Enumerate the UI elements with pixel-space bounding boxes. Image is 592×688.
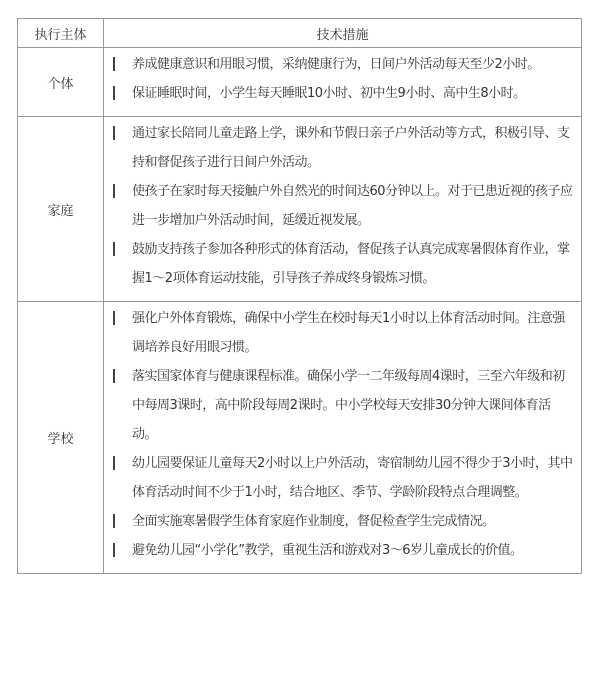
measure-text: 通过家长陪同儿童走路上学，课外和节假日亲子户外活动等方式，积极引导、支持和督促孩子进行日间户外活动。 [132,126,570,170]
measure-list [110,50,573,108]
bullet-bar-icon [113,126,115,140]
subject-cell: 学校 [18,302,104,574]
header-subject: 执行主体 [18,19,104,48]
bullet-bar-icon [113,543,115,557]
list-item [110,536,573,565]
measures-cell [104,117,582,302]
bullet-bar-icon [113,514,115,528]
measure-text: 全面实施寒暑假学生体育家庭作业制度，督促检查学生完成情况。 [132,514,495,529]
table-row [18,302,582,574]
list-item [110,362,573,449]
bullet-bar-icon [113,242,115,256]
list-item [110,235,573,293]
bullet-bar-icon [113,369,115,383]
measure-text: 落实国家体育与健康课程标准。确保小学一二年级每周4课时，三至六年级和初中每周3课时，高中阶段每周2课时。中小学校每天安排30分钟大课间体育活动。 [132,369,565,442]
list-item [110,304,573,362]
measure-text: 鼓励支持孩子参加各种形式的体育活动，督促孩子认真完成寒暑假体育作业，掌握1～2项体育运动技能，引导孩子养成终身锻炼习惯。 [132,242,570,286]
list-item [110,79,573,108]
subject-cell: 个体 [18,48,104,117]
measure-text: 避免幼儿园“小学化”教学，重视生活和游戏对3～6岁儿童成长的价值。 [132,543,523,558]
bullet-bar-icon [113,86,115,100]
bullet-bar-icon [113,456,115,470]
list-item [110,50,573,79]
measure-text: 保证睡眠时间，小学生每天睡眠10小时、初中生9小时、高中生8小时。 [132,86,526,101]
measure-text: 幼儿园要保证儿童每天2小时以上户外活动，寄宿制幼儿园不得少于3小时，其中体育活动时间不少于1小时，结合地区、季节、学龄阶段特点合理调整。 [132,456,573,500]
table-row [18,48,582,117]
list-item [110,507,573,536]
list-item [110,119,573,177]
measure-text: 强化户外体育锻炼，确保中小学生在校时每天1小时以上体育活动时间。注意强调培养良好用眼习惯。 [132,311,565,355]
bullet-bar-icon [113,184,115,198]
header-row [18,19,582,48]
table-row [18,117,582,302]
list-item [110,177,573,235]
list-item [110,449,573,507]
bullet-bar-icon [113,57,115,71]
measures-cell [104,48,582,117]
measure-text: 使孩子在家时每天接触户外自然光的时间达60分钟以上。对于已患近视的孩子应进一步增加户外活动时间，延缓近视发展。 [132,184,573,228]
header-measures: 技术措施 [104,19,582,48]
measure-text: 养成健康意识和用眼习惯，采纳健康行为，日间户外活动每天至少2小时。 [132,57,540,72]
measure-list [110,119,573,293]
measure-list [110,304,573,565]
measures-table [17,18,582,574]
subject-cell: 家庭 [18,117,104,302]
bullet-bar-icon [113,311,115,325]
measures-cell [104,302,582,574]
